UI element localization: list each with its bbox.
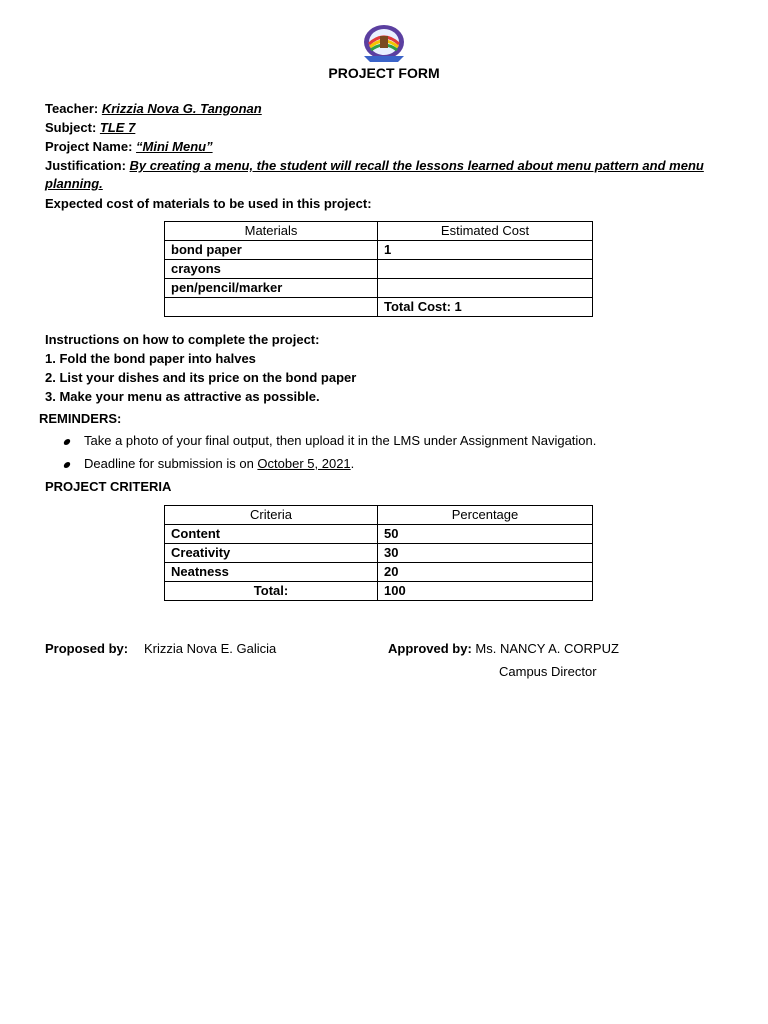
instruction-step: 1. Fold the bond paper into halves — [45, 351, 256, 366]
bullet-icon — [63, 462, 71, 468]
page-title: PROJECT FORM — [328, 65, 440, 81]
criteria-heading: PROJECT CRITERIA — [45, 479, 172, 494]
materials-table — [164, 221, 593, 317]
material-cell — [165, 298, 378, 317]
teacher-label: Teacher: — [45, 101, 99, 116]
percentage-cell: 50 — [378, 525, 593, 544]
material-cell: bond paper — [165, 241, 378, 260]
table-row — [165, 544, 593, 563]
percentage-header: Percentage — [378, 506, 593, 525]
approver-title: Campus Director — [499, 664, 597, 679]
reminder-suffix: . — [350, 456, 355, 471]
table-row — [165, 525, 593, 544]
proposed-by-label: Proposed by: — [45, 641, 129, 656]
bullet-icon — [63, 439, 71, 445]
subject-label: Subject: — [45, 120, 97, 135]
deadline-date: October 5, 2021 — [257, 456, 351, 471]
table-row — [165, 241, 593, 260]
total-value-cell: 100 — [378, 582, 593, 601]
table-row — [165, 582, 593, 601]
justification-value: By creating a menu, the student will recall the lessons learned about menu pattern and menu planning. — [45, 158, 704, 191]
cost-heading: Expected cost of materials to be used in this project: — [45, 196, 372, 211]
cost-cell — [378, 260, 593, 279]
project-name-label: Project Name: — [45, 139, 133, 154]
estimated-cost-header: Estimated Cost — [378, 222, 593, 241]
materials-header: Materials — [165, 222, 378, 241]
subject-line — [45, 119, 135, 137]
criteria-cell: Creativity — [165, 544, 378, 563]
material-cell: pen/pencil/marker — [165, 279, 378, 298]
total-label-cell: Total: — [165, 582, 378, 601]
school-seal-logo-icon — [360, 22, 408, 64]
teacher-line — [45, 100, 262, 118]
proposed-by-name: Krizzia Nova E. Galicia — [144, 641, 277, 656]
criteria-cell: Neatness — [165, 563, 378, 582]
table-row — [165, 298, 593, 317]
criteria-table — [164, 505, 593, 601]
teacher-value: Krizzia Nova G. Tangonan — [101, 101, 262, 116]
cost-cell — [378, 279, 593, 298]
project-name-value: “Mini Menu” — [136, 139, 213, 154]
percentage-cell: 30 — [378, 544, 593, 563]
reminder-item — [64, 433, 596, 448]
justification-label: Justification: — [45, 158, 126, 173]
project-name-line — [45, 138, 213, 156]
table-row — [165, 279, 593, 298]
total-cost-cell: Total Cost: 1 — [378, 298, 593, 317]
table-row — [165, 563, 593, 582]
justification-line — [45, 157, 705, 193]
instruction-step: 3. Make your menu as attractive as possible. — [45, 389, 320, 404]
criteria-header: Criteria — [165, 506, 378, 525]
reminder-text: Take a photo of your final output, then upload it in the LMS under Assignment Navigation. — [84, 433, 597, 448]
reminder-text: Deadline for submission is on — [84, 456, 258, 471]
reminder-item — [64, 456, 354, 471]
cost-cell: 1 — [378, 241, 593, 260]
reminders-heading: REMINDERS: — [39, 411, 122, 426]
approved-by-line — [388, 640, 619, 658]
percentage-cell: 20 — [378, 563, 593, 582]
material-cell: crayons — [165, 260, 378, 279]
table-row — [165, 260, 593, 279]
subject-value: TLE 7 — [99, 120, 136, 135]
instructions-heading: Instructions on how to complete the project: — [45, 332, 320, 347]
instruction-step: 2. List your dishes and its price on the bond paper — [45, 370, 357, 385]
approved-by-name: Ms. NANCY A. CORPUZ — [475, 641, 619, 656]
criteria-cell: Content — [165, 525, 378, 544]
approved-by-label: Approved by: — [388, 641, 472, 656]
